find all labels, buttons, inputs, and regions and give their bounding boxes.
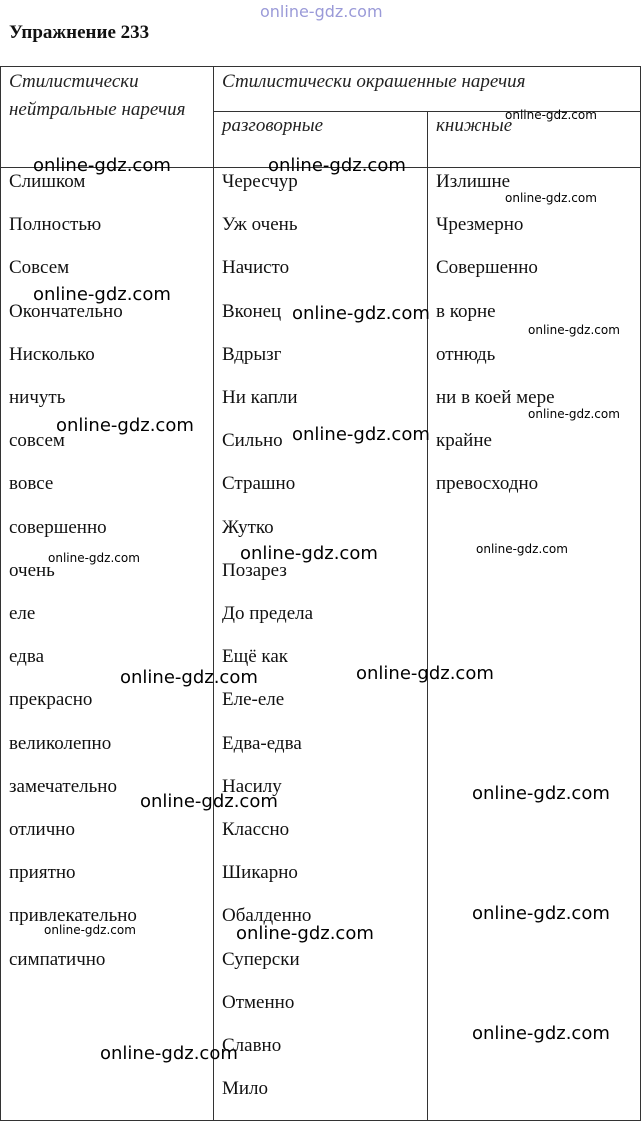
watermark: online-gdz.com <box>472 1023 610 1044</box>
adverbs-table <box>0 66 641 1121</box>
watermark: online-gdz.com <box>240 543 378 564</box>
colloquial-adverb: Позарез <box>222 559 287 581</box>
header-bottom-line <box>0 167 641 168</box>
colloquial-adverb: Едва-едва <box>222 732 302 754</box>
watermark: online-gdz.com <box>472 783 610 804</box>
watermark: online-gdz.com <box>44 923 136 937</box>
watermark: online-gdz.com <box>33 155 171 176</box>
neutral-adverb: Окончательно <box>9 300 123 322</box>
header-neutral: Стилистически нейтральные наречия <box>9 71 186 120</box>
column-divider-2 <box>427 111 428 1120</box>
watermark: online-gdz.com <box>48 551 140 565</box>
bookish-adverb: в корне <box>436 300 496 322</box>
watermark: online-gdz.com <box>140 791 278 812</box>
neutral-adverb: Нисколько <box>9 343 95 365</box>
neutral-adverb: приятно <box>9 862 76 884</box>
colloquial-adverb: Классно <box>222 819 290 840</box>
neutral-adverb: совершенно <box>9 516 107 538</box>
bookish-adverb: крайне <box>436 430 492 452</box>
neutral-adverb: едва <box>9 646 45 668</box>
column-divider-1 <box>213 67 214 1120</box>
watermark: online-gdz.com <box>56 415 194 436</box>
table-border-left <box>0 67 1 1120</box>
colloquial-adverb: Еле-еле <box>222 689 285 711</box>
colloquial-adverb: Жутко <box>222 516 274 538</box>
colloquial-adverb: Чересчур <box>222 171 298 192</box>
bookish-adverb: Совершенно <box>436 257 538 279</box>
header-colloquial: разговорные <box>222 115 324 136</box>
watermark: online-gdz.com <box>505 191 597 205</box>
neutral-adverb: Полностью <box>9 214 102 236</box>
neutral-adverb: Слишком <box>9 171 86 192</box>
watermark: online-gdz.com <box>268 155 406 176</box>
neutral-adverb: отлично <box>9 819 75 840</box>
exercise-title: Упражнение 233 <box>9 22 150 43</box>
colloquial-adverb: Страшно <box>222 473 296 495</box>
header-bookish: книжные <box>436 115 513 136</box>
header-colored: Стилистически окрашенные наречия <box>222 71 526 92</box>
watermark: online-gdz.com <box>472 903 610 924</box>
colloquial-adverb: Мило <box>222 1078 269 1100</box>
colloquial-adverb: Суперски <box>222 948 300 970</box>
watermark: online-gdz.com <box>100 1043 238 1064</box>
bookish-adverb: ни в коей мере <box>436 387 555 408</box>
colloquial-adverb: Обалденно <box>222 905 312 927</box>
neutral-adverb: очень <box>9 559 55 581</box>
watermark: online-gdz.com <box>476 542 568 556</box>
colloquial-adverb: Ещё как <box>222 646 289 668</box>
neutral-adverb: привлекательно <box>9 905 137 927</box>
colloquial-adverb: Отменно <box>222 991 295 1013</box>
watermark: online-gdz.com <box>505 108 597 122</box>
watermark: online-gdz.com <box>236 923 374 944</box>
neutral-adverb: замечательно <box>9 775 117 797</box>
bookish-adverb: Чрезмерно <box>436 214 524 236</box>
bookish-adverb: Излишне <box>436 171 511 192</box>
neutral-adverb: Совсем <box>9 257 70 279</box>
colloquial-adverb: Вдрызг <box>222 343 282 365</box>
colloquial-adverb: Ни капли <box>222 387 298 408</box>
watermark: online-gdz.com <box>292 424 430 445</box>
watermark: online-gdz.com <box>292 303 430 324</box>
neutral-adverb: симпатично <box>9 948 106 970</box>
watermark: online-gdz.com <box>33 284 171 305</box>
colloquial-adverb: Начисто <box>222 257 290 279</box>
neutral-adverb: великолепно <box>9 732 112 754</box>
site-watermark: online-gdz.com <box>260 2 383 21</box>
neutral-adverb: еле <box>9 603 36 624</box>
colloquial-adverb: Шикарно <box>222 862 298 884</box>
colloquial-adverb: До предела <box>222 603 314 624</box>
bookish-adverb: превосходно <box>436 473 539 495</box>
colloquial-adverb: Сильно <box>222 430 283 452</box>
colloquial-adverb: Славно <box>222 1035 282 1056</box>
watermark: online-gdz.com <box>528 323 620 337</box>
neutral-adverb: вовсе <box>9 473 54 495</box>
colloquial-adverb: Насилу <box>222 775 282 797</box>
neutral-adverb: совсем <box>9 430 65 452</box>
watermark: online-gdz.com <box>528 407 620 421</box>
watermark: online-gdz.com <box>356 663 494 684</box>
bookish-adverb: отнюдь <box>436 343 496 365</box>
neutral-adverb: прекрасно <box>9 689 93 711</box>
watermark: online-gdz.com <box>120 667 258 688</box>
colloquial-adverb: Уж очень <box>222 214 298 236</box>
neutral-adverb: ничуть <box>9 387 66 408</box>
colloquial-adverb: Вконец <box>222 300 282 322</box>
